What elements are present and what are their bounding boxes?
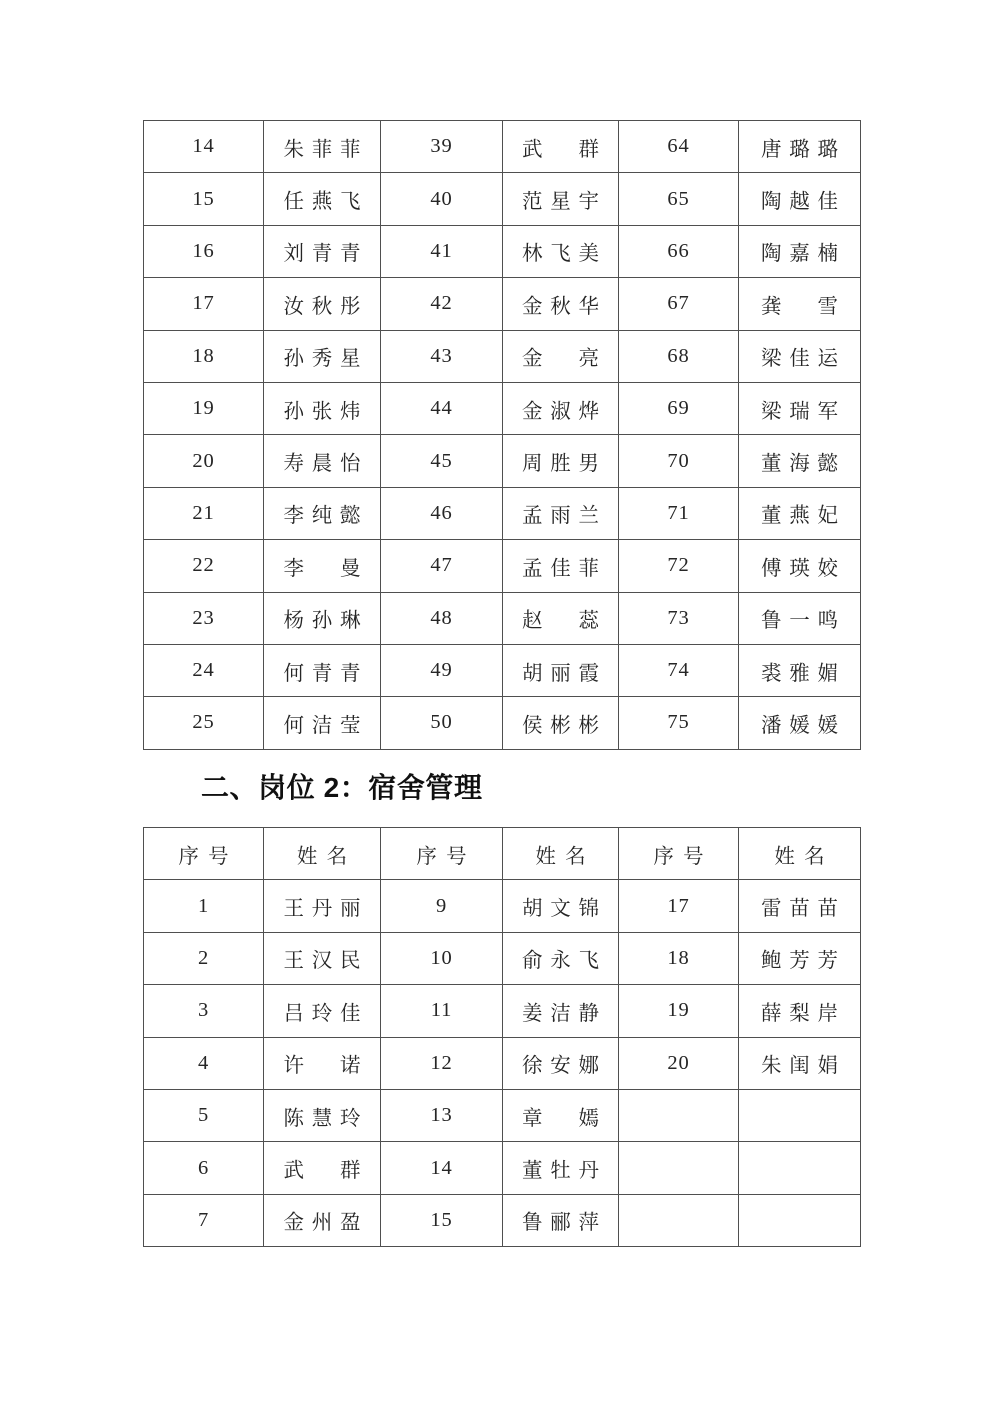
serial-number-text: 18: [667, 946, 690, 969]
serial-cell: [144, 644, 264, 696]
name-cell: [503, 697, 619, 749]
serial-cell: [144, 932, 264, 984]
header-text: 序号: [416, 845, 476, 868]
name-text: 胡文锦: [521, 898, 607, 921]
name-text: 陶越佳: [760, 191, 846, 214]
serial-cell: [381, 540, 503, 592]
name-text: 汝秋彤: [283, 295, 369, 318]
name-cell: [503, 540, 619, 592]
name-text: 范星宇: [521, 191, 607, 214]
serial-cell: [619, 932, 739, 984]
serial-cell: [619, 121, 739, 173]
serial-cell: [381, 1037, 503, 1089]
name-cell: [264, 330, 381, 382]
serial-number-text: 65: [667, 187, 690, 210]
header-text: 姓名: [535, 845, 595, 868]
serial-number-text: 74: [667, 659, 690, 682]
name-cell: [739, 932, 861, 984]
serial-cell: [381, 330, 503, 382]
name-cell: [264, 1194, 381, 1246]
serial-number-text: 6: [197, 1156, 210, 1179]
name-cell: [503, 985, 619, 1037]
name-cell: [264, 1142, 381, 1194]
serial-cell: [144, 487, 264, 539]
serial-cell: [619, 644, 739, 696]
serial-cell: [144, 330, 264, 382]
roster-table-position2-header: [144, 828, 861, 880]
serial-cell: [381, 121, 503, 173]
name-text: 孟雨兰: [521, 505, 607, 528]
serial-number-text: 22: [192, 554, 215, 577]
serial-number-text: 12: [430, 1051, 453, 1074]
name-text: 李纯懿: [283, 505, 369, 528]
name-cell: [264, 173, 381, 225]
table-row: [144, 644, 861, 696]
table-row: [144, 1142, 861, 1194]
serial-cell: [381, 1194, 503, 1246]
serial-cell: [144, 1089, 264, 1141]
header-cell-serial: [381, 828, 503, 880]
serial-cell: [619, 382, 739, 434]
serial-number-text: 71: [667, 501, 690, 524]
serial-cell: [144, 1142, 264, 1194]
serial-cell: [381, 592, 503, 644]
table-row: [144, 592, 861, 644]
serial-number-text: 24: [192, 659, 215, 682]
name-cell: [503, 121, 619, 173]
serial-cell: [619, 278, 739, 330]
table-row: [144, 382, 861, 434]
serial-number-text: 40: [430, 187, 453, 210]
serial-cell: [144, 1037, 264, 1089]
name-cell: [503, 382, 619, 434]
header-text: 序号: [653, 845, 713, 868]
header-cell-serial: [619, 828, 739, 880]
serial-cell: [144, 225, 264, 277]
serial-cell: [619, 1142, 739, 1194]
serial-number-text: 15: [192, 187, 215, 210]
serial-number-text: 20: [192, 449, 215, 472]
table-header-row: [144, 828, 861, 880]
serial-number-text: 75: [667, 711, 690, 734]
name-cell: [264, 487, 381, 539]
serial-cell: [619, 435, 739, 487]
serial-cell: [144, 540, 264, 592]
table-row: [144, 121, 861, 173]
serial-number-text: 3: [197, 999, 210, 1022]
name-text: 潘媛媛: [760, 714, 846, 737]
name-text: 王丹丽: [283, 898, 369, 921]
serial-cell: [619, 1037, 739, 1089]
serial-number-text: 48: [430, 606, 453, 629]
name-cell: [264, 697, 381, 749]
serial-number-text: 21: [192, 501, 215, 524]
serial-number-text: 14: [430, 1156, 453, 1179]
name-cell: [503, 932, 619, 984]
name-cell: [264, 1089, 381, 1141]
name-text: 雷苗苗: [760, 898, 846, 921]
name-cell: [503, 644, 619, 696]
serial-cell: [381, 278, 503, 330]
header-cell-name: [503, 828, 619, 880]
name-text: 徐安娜: [521, 1055, 607, 1078]
name-text: 陶嘉楠: [760, 243, 846, 266]
name-text: 唐璐璐: [760, 138, 846, 161]
serial-number-text: 19: [192, 397, 215, 420]
serial-cell: [144, 880, 264, 932]
name-cell: [503, 1089, 619, 1141]
name-text: 金淑烨: [521, 400, 607, 423]
name-cell: [503, 225, 619, 277]
serial-cell: [144, 1194, 264, 1246]
serial-cell: [381, 1142, 503, 1194]
table-row: [144, 278, 861, 330]
serial-number-text: 2: [197, 946, 210, 969]
table-row: [144, 487, 861, 539]
name-text: 金州盈: [283, 1212, 369, 1235]
serial-number-text: 70: [667, 449, 690, 472]
name-cell: [503, 1194, 619, 1246]
serial-cell: [619, 1089, 739, 1141]
serial-number-text: 45: [430, 449, 453, 472]
name-text: 龚 雪: [760, 295, 846, 318]
serial-number-text: 25: [192, 711, 215, 734]
serial-number-text: 72: [667, 554, 690, 577]
name-text: 薛梨岸: [760, 1002, 846, 1025]
name-cell: [739, 278, 861, 330]
name-text: 何洁莹: [283, 714, 369, 737]
serial-number-text: 44: [430, 397, 453, 420]
serial-cell: [144, 697, 264, 749]
serial-number-text: 66: [667, 239, 690, 262]
name-text: 任燕飞: [283, 191, 369, 214]
name-text: 胡丽霞: [521, 662, 607, 685]
serial-cell: [381, 435, 503, 487]
name-cell: [739, 592, 861, 644]
serial-cell: [381, 644, 503, 696]
name-cell: [264, 985, 381, 1037]
serial-cell: [381, 382, 503, 434]
serial-number-text: 15: [430, 1208, 453, 1231]
serial-cell: [381, 173, 503, 225]
name-cell: [739, 1037, 861, 1089]
name-text: 孙张炜: [283, 400, 369, 423]
table-row: [144, 697, 861, 749]
serial-cell: [144, 382, 264, 434]
serial-cell: [619, 592, 739, 644]
name-cell: [739, 880, 861, 932]
name-text: 鲁一鸣: [760, 610, 846, 633]
name-cell: [264, 592, 381, 644]
name-text: 武 群: [521, 138, 607, 161]
header-text: 序号: [178, 845, 238, 868]
name-cell: [264, 382, 381, 434]
serial-number-text: 69: [667, 397, 690, 420]
table-row: [144, 225, 861, 277]
name-text: 李 曼: [283, 557, 369, 580]
section-heading-position2: 二、岗位 2：宿舍管理: [201, 772, 483, 803]
name-cell: [503, 330, 619, 382]
name-text: 何青青: [283, 662, 369, 685]
name-text: 傅瑛姣: [760, 557, 846, 580]
serial-number-text: 18: [192, 344, 215, 367]
name-cell: [503, 278, 619, 330]
name-cell: [503, 880, 619, 932]
name-cell: [503, 1037, 619, 1089]
name-cell: [739, 382, 861, 434]
name-text: 孙秀星: [283, 348, 369, 371]
name-text: 寿晨怡: [283, 453, 369, 476]
name-cell: [739, 697, 861, 749]
name-text: 周胜男: [521, 453, 607, 476]
name-text: 鲍芳芳: [760, 950, 846, 973]
name-cell: [739, 985, 861, 1037]
serial-number-text: 16: [192, 239, 215, 262]
name-cell: [503, 1142, 619, 1194]
name-cell: [739, 330, 861, 382]
roster-table-position1-body: [144, 121, 861, 750]
serial-number-text: 13: [430, 1104, 453, 1127]
serial-cell: [381, 697, 503, 749]
table-row: [144, 1194, 861, 1246]
serial-cell: [619, 540, 739, 592]
serial-cell: [144, 435, 264, 487]
name-text: 姜洁静: [521, 1002, 607, 1025]
name-text: 裘雅媚: [760, 662, 846, 685]
name-text: 侯彬彬: [521, 714, 607, 737]
serial-cell: [381, 932, 503, 984]
table-row: [144, 330, 861, 382]
table-row: [144, 985, 861, 1037]
name-cell: [739, 121, 861, 173]
serial-number-text: 46: [430, 501, 453, 524]
name-text: 武 群: [283, 1160, 369, 1183]
serial-number-text: 39: [430, 135, 453, 158]
serial-number-text: 17: [192, 292, 215, 315]
serial-number-text: 47: [430, 554, 453, 577]
roster-table-position2-body: [144, 880, 861, 1247]
name-cell: [739, 1142, 861, 1194]
name-cell: [264, 644, 381, 696]
name-cell: [264, 1037, 381, 1089]
table-row: [144, 173, 861, 225]
name-text: 董海懿: [760, 453, 846, 476]
serial-number-text: 14: [192, 135, 215, 158]
header-cell-serial: [144, 828, 264, 880]
name-text: 金 亮: [521, 348, 607, 371]
name-text: 许 诺: [283, 1055, 369, 1078]
serial-cell: [381, 880, 503, 932]
serial-number-text: 11: [430, 999, 453, 1022]
serial-number-text: 67: [667, 292, 690, 315]
header-cell-name: [739, 828, 861, 880]
serial-number-text: 4: [197, 1051, 210, 1074]
table-row: [144, 1089, 861, 1141]
header-text: 姓名: [296, 845, 357, 868]
name-cell: [503, 173, 619, 225]
serial-cell: [144, 985, 264, 1037]
header-cell-name: [264, 828, 381, 880]
name-cell: [264, 880, 381, 932]
serial-cell: [144, 121, 264, 173]
name-cell: [739, 225, 861, 277]
name-text: 孟佳菲: [521, 557, 607, 580]
name-text: 刘青青: [283, 243, 369, 266]
serial-number-text: 43: [430, 344, 453, 367]
name-text: 吕玲佳: [283, 1002, 369, 1025]
serial-cell: [144, 592, 264, 644]
name-cell: [739, 1194, 861, 1246]
name-cell: [264, 278, 381, 330]
serial-number-text: 5: [197, 1104, 210, 1127]
name-cell: [264, 435, 381, 487]
serial-number-text: 41: [430, 239, 453, 262]
serial-cell: [619, 1194, 739, 1246]
serial-cell: [619, 330, 739, 382]
name-text: 林飞美: [521, 243, 607, 266]
name-text: 金秋华: [521, 295, 607, 318]
serial-number-text: 73: [667, 606, 690, 629]
serial-number-text: 10: [430, 946, 453, 969]
serial-cell: [144, 278, 264, 330]
name-cell: [739, 173, 861, 225]
name-text: 朱菲菲: [283, 138, 369, 161]
name-cell: [739, 435, 861, 487]
header-text: 姓名: [774, 845, 834, 868]
name-text: 陈慧玲: [283, 1107, 369, 1130]
name-text: 王汉民: [283, 950, 369, 973]
name-text: 梁瑞军: [760, 400, 846, 423]
serial-cell: [144, 173, 264, 225]
serial-number-text: 20: [667, 1051, 690, 1074]
name-cell: [503, 435, 619, 487]
name-text: 杨孙琳: [283, 610, 369, 633]
serial-number-text: 23: [192, 606, 215, 629]
serial-cell: [619, 173, 739, 225]
serial-number-text: 50: [430, 711, 453, 734]
serial-cell: [619, 985, 739, 1037]
roster-table-position2: [143, 827, 861, 1247]
serial-number-text: 7: [197, 1208, 210, 1231]
name-cell: [739, 1089, 861, 1141]
name-text: 梁佳运: [760, 348, 846, 371]
table-row: [144, 880, 861, 932]
name-text: 鲁郦萍: [521, 1212, 607, 1235]
serial-cell: [381, 1089, 503, 1141]
name-text: 赵 蕊: [521, 610, 607, 633]
name-text: 俞永飞: [521, 950, 607, 973]
name-cell: [503, 592, 619, 644]
serial-number-text: 42: [430, 292, 453, 315]
serial-cell: [619, 697, 739, 749]
name-text: 章 嫣: [521, 1107, 607, 1130]
name-cell: [264, 225, 381, 277]
name-cell: [264, 932, 381, 984]
roster-table-position1: [143, 120, 861, 750]
serial-number-text: 68: [667, 344, 690, 367]
name-cell: [739, 644, 861, 696]
name-cell: [264, 540, 381, 592]
name-cell: [264, 121, 381, 173]
serial-number-text: 49: [430, 659, 453, 682]
name-cell: [739, 540, 861, 592]
table-row: [144, 1037, 861, 1089]
serial-cell: [619, 880, 739, 932]
serial-cell: [381, 985, 503, 1037]
serial-number-text: 1: [197, 894, 210, 917]
name-text: 朱闺娟: [760, 1055, 846, 1078]
serial-cell: [619, 225, 739, 277]
serial-number-text: 19: [667, 999, 690, 1022]
serial-cell: [619, 487, 739, 539]
serial-number-text: 17: [667, 894, 690, 917]
serial-cell: [381, 225, 503, 277]
name-text: 董燕妃: [760, 505, 846, 528]
name-cell: [739, 487, 861, 539]
name-cell: [503, 487, 619, 539]
name-text: 董牡丹: [521, 1160, 607, 1183]
table-row: [144, 932, 861, 984]
table-row: [144, 540, 861, 592]
table-row: [144, 435, 861, 487]
serial-number-text: 64: [667, 135, 690, 158]
serial-cell: [381, 487, 503, 539]
serial-number-text: 9: [435, 894, 448, 917]
